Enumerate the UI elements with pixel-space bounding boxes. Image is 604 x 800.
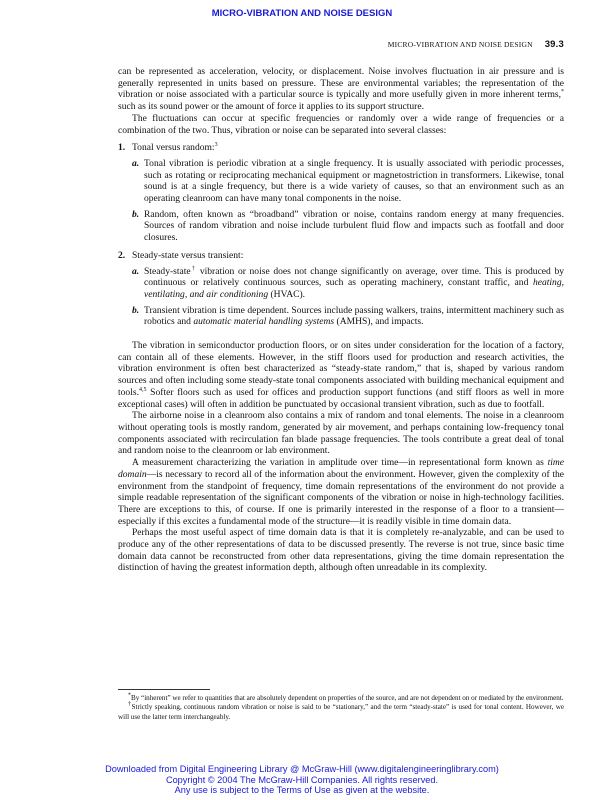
list-number: 2. — [118, 249, 126, 261]
page-body — [118, 66, 564, 574]
page-number: 39.3 — [544, 39, 564, 50]
list-letter: b. — [132, 208, 140, 220]
download-notice — [0, 764, 604, 796]
top-banner: MICRO-VIBRATION AND NOISE DESIGN — [211, 8, 393, 19]
footnotes — [118, 694, 564, 722]
footnote-1: *By “inherent” we refer to quantities that are absolutely dependent on properties of the source, and are not dependent on or mediated by the environment. — [128, 692, 564, 702]
paragraph-3: The vibration in semiconductor production floors, or on sites under consideration for the location of a factory, can contain all of these elements. However, in the stiff floors used for production and research activities, the vibration environment is often best characterized as “steady-state random,” that is, shaped by various random sources and often including some steady-state tonal components associated with building mechanical equipment and tools.$^{4,5}$ Softer floors such as used for offices and production support functions (and stiff floors as well in more exceptional cases) will often in addition be punctuated by occasional transient vibration, such as due to footfall. — [118, 340, 564, 410]
list-letter: a. — [132, 157, 140, 169]
list-item-2a: a. Steady-state† vibration or noise does not change significantly on average, over time. This is produced by continuous or relatively continuous sources, such as operating machinery, constant traffic, and heating, ventilating, and air conditioning (HVAC). — [132, 265, 564, 300]
list-item-1b: b. Random, often known as “broadband” vibration or noise, contains random energy at many frequencies. Sources of random vibration and noise include turbulent fluid flow and impacts such as footfall and door closures. — [132, 208, 564, 244]
list-letter: a. — [132, 265, 140, 277]
running-head — [388, 39, 564, 50]
citation-ref: 4,5 — [138, 386, 147, 393]
download-source-link[interactable]: Downloaded from Digital Engineering Library @ McGraw-Hill (www.digitalengineeringlibrary.com) — [105, 764, 499, 774]
list-item-2b: b. Transient vibration is time dependent. Sources include passing walkers, trains, intermittent machinery such as robotics and automatic material handling systems (AMHS), and impacts. — [132, 304, 564, 328]
running-head-title: MICRO-VIBRATION AND NOISE DESIGN — [387, 40, 533, 49]
footnote-ref-2: † — [190, 265, 197, 272]
list-item-2: 2. Steady-state versus transient: a. Steady-state† vibration or noise does not change significantly on average, over time. This is produced by continuous or relatively continuous sources, such as operating machinery, constant traffic, and heating, ventilating, and air conditioning (HVAC). b. Transient vibration is time dependent. Sources include passing walkers, trains, intermittent machinery such as robotics and automatic material handling systems (AMHS), and impacts. — [118, 249, 564, 328]
paragraph-1: can be represented as acceleration, velocity, or displacement. Noise involves fluctuation in air pressure and is generally represented in units based on pressure. These are environmental variables; the representation of the vibration or noise associated with a particular source is typically and more usefully given in more inherent terms,* such as its sound power or the amount of force it applies to its support structure. — [118, 66, 564, 113]
terms-of-use-line: Any use is subject to the Terms of Use as given at the website. — [174, 785, 430, 796]
copyright-line: Copyright © 2004 The McGraw-Hill Companies. All rights reserved. — [165, 774, 439, 785]
citation-ref: 3 — [214, 142, 218, 149]
footnote-2: †Strictly speaking, continuous random vibration or noise is said to be “stationary,” and the term “steady-state” is used for tonal content. However, we will use the latter term interchangeably. — [118, 702, 564, 721]
paragraph-5: A measurement characterizing the variation in amplitude over time—in representational form known as time domain—is necessary to record all of the information about the environment. However, given the complexity of the environment from the standpoint of frequency, time domain representations of the environment do not provide a simple readable representation of the significant components of the vibration or noise in high-technology facilities. There are exceptions to this, of course. If one is primarily interested in the response of a floor to a transient—especially if this excites a fundamental mode of the structure—it is readily visible in time domain data. — [118, 457, 564, 527]
list-number: 1. — [118, 142, 126, 154]
footnote-ref-1: * — [561, 89, 564, 96]
list-item-1a: a. Tonal vibration is periodic vibration at a single frequency. It is usually associated with periodic processes, such as rotating or reciprocating mechanical equipment or magnetostriction in transformers. Likewise, tonal sound is at a single frequency, but there is a wide variety of causes, so that an environment such as an operating cleanroom can have many tonal components in the noise. — [132, 157, 564, 205]
footnote-divider — [118, 689, 210, 690]
list-item-1: 1. Tonal versus random:$^3$ a. Tonal vibration is periodic vibration at a single frequency. It is usually associated with periodic processes, such as rotating or reciprocating mechanical equipment or magnetostriction in transformers. Likewise, tonal sound is at a single frequency, but there is a wide variety of causes, so that an environment such as an operating cleanroom can have many tonal components in the noise. b. Random, often known as “broadband” vibration or noise, contains random energy at many frequencies. Sources of random vibration and noise include turbulent fluid flow and impacts such as footfall and door closures. — [118, 142, 564, 244]
paragraph-6: Perhaps the most useful aspect of time domain data is that it is completely re-analyzable, and can be used to produce any of the other representations of data to be discussed presently. The reverse is not true, since basic time domain data cannot be reconstructed from other data representations, giving the time domain representation the distinction of having the greatest information depth, although often unreadable in its complexity. — [118, 527, 564, 574]
list-letter: b. — [132, 304, 140, 316]
paragraph-4: The airborne noise in a cleanroom also contains a mix of random and tonal elements. The noise in a cleanroom without operating tools is mostly random, generated by air movement, and perhaps containing low-frequency tonal components associated with recirculation fan blade passage frequencies. The tools contribute a great deal of tonal and random noise to the cleanroom or lab environment. — [118, 410, 564, 457]
paragraph-2: The fluctuations can occur at specific frequencies or randomly over a wide range of frequencies or a combination of the two. Thus, vibration or noise can be separated into several classes: — [118, 112, 564, 136]
